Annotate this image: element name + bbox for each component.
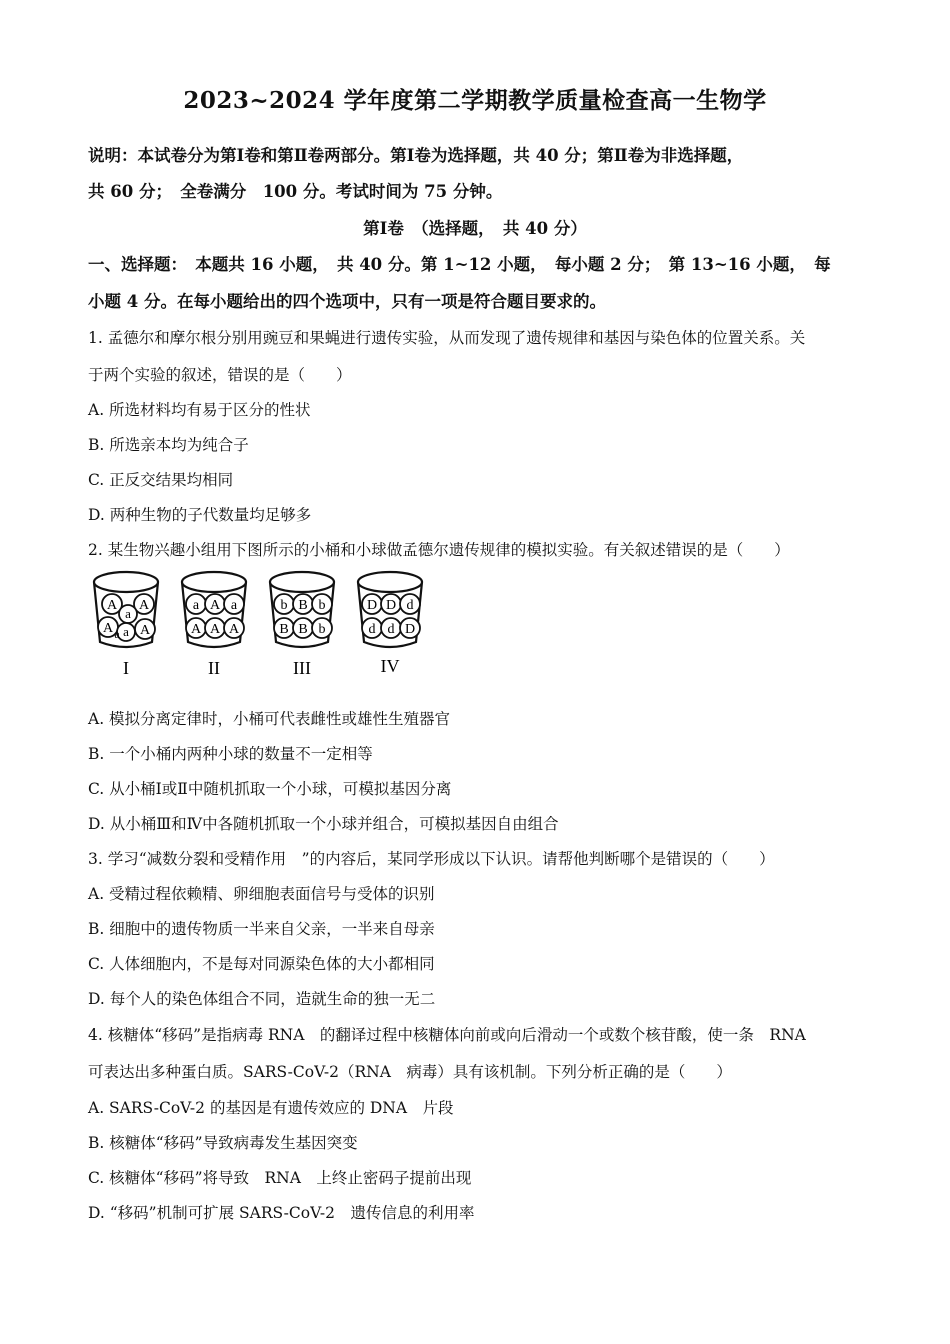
q3-option-c: C. 人体细胞内，不是每对同源染色体的大小都相同: [88, 955, 435, 973]
q1-stem-line-1: 1. 孟德尔和摩尔根分别用豌豆和果蝇进行遗传实验，从而发现了遗传规律和基因与染色体的位置关系。关: [88, 329, 806, 347]
bucket-1-label: I: [123, 658, 129, 678]
q2-stem: 2. 某生物兴趣小组用下图所示的小桶和小球做孟德尔遗传规律的模拟实验。有关叙述错误的是（ ）: [88, 541, 790, 559]
q1-option-b: B. 所选亲本均为纯合子: [88, 436, 249, 454]
ball-5: d: [387, 622, 395, 637]
bucket-3-label: III: [293, 658, 311, 678]
bucket-4: [358, 572, 422, 676]
ball-1: b: [280, 598, 288, 613]
ball-6: D: [404, 622, 416, 637]
ball-2: B: [298, 598, 308, 613]
q2-option-c: C. 从小桶Ⅰ或Ⅱ中随机抓取一个小球，可模拟基因分离: [88, 780, 452, 798]
ball-4: A: [190, 622, 202, 637]
ball-6: b: [318, 622, 326, 637]
bucket-1-balls: [98, 594, 155, 641]
q4-option-b: B. 核糖体“移码”导致病毒发生基因突变: [88, 1134, 358, 1152]
part-heading-line-1: 一、选择题： 本题共 16 小题， 共 40 分。第 1~12 小题， 每小题 2 分； 第 13~16 小题， 每: [88, 255, 831, 274]
q3-option-b: B. 细胞中的遗传物质一半来自父亲，一半来自母亲: [88, 920, 435, 938]
q4-option-c: C. 核糖体“移码”将导致 RNA 上终止密码子提前出现: [88, 1169, 472, 1187]
q4-option-a: A. SARS-CoV-2 的基因是有遗传效应的 DNA 片段: [88, 1099, 454, 1117]
ball-3: d: [406, 598, 414, 613]
ball-1: D: [366, 598, 378, 613]
part-heading-line-2: 小题 4 分。在每小题给出的四个选项中，只有一项是符合题目要求的。: [88, 292, 606, 311]
exam-title: 2023~2024 学年度第二学期教学质量检查高一生物学: [183, 87, 767, 114]
intro-line-2: 共 60 分； 全卷满分 100 分。考试时间为 75 分钟。: [88, 182, 503, 201]
q1-stem-line-2: 于两个实验的叙述，错误的是（ ）: [88, 366, 352, 384]
ball-5: A: [209, 622, 221, 637]
q2-option-d: D. 从小桶Ⅲ和Ⅳ中各随机抓取一个小球并组合，可模拟基因自由组合: [88, 815, 559, 833]
q1-option-c: C. 正反交结果均相同: [88, 471, 234, 489]
q3-stem: 3. 学习“减数分裂和受精作用 ”的内容后，某同学形成以下认识。请帮他判断哪个是错误的（ ）: [88, 850, 775, 868]
q2-option-a: A. 模拟分离定律时，小桶可代表雌性或雄性生殖器官: [88, 710, 451, 728]
intro-line-1: 说明：本试卷分为第Ⅰ卷和第Ⅱ卷两部分。第Ⅰ卷为选择题，共 40 分；第Ⅱ卷为非选择题，: [88, 146, 744, 165]
q4-stem-line-2: 可表达出多种蛋白质。SARS-CoV-2（RNA 病毒）具有该机制。下列分析正确的是（ ）: [88, 1063, 732, 1081]
ball-6: A: [228, 622, 240, 637]
bucket-2-label: II: [208, 658, 220, 678]
ball-1: A: [106, 598, 118, 613]
q3-option-d: D. 每个人的染色体组合不同，造就生命的独一无二: [88, 990, 436, 1008]
bucket-1: [94, 572, 158, 678]
ball-4: a: [125, 606, 131, 621]
bucket-3: [270, 572, 334, 678]
ball-3: b: [318, 598, 326, 613]
bucket-2: [182, 572, 246, 678]
ball-2: D: [385, 598, 397, 613]
ball-2: A: [138, 598, 150, 613]
section-title: 第Ⅰ卷 （选择题， 共 40 分）: [363, 219, 587, 238]
q4-stem-line-1: 4. 核糖体“移码”是指病毒 RNA 的翻译过程中核糖体向前或向后滑动一个或数个核苷酸，使一条 RNA: [88, 1026, 806, 1044]
ball-5: a: [123, 624, 129, 639]
q4-option-d: D. “移码”机制可扩展 SARS-CoV-2 遗传信息的利用率: [88, 1204, 475, 1222]
ball-7: A: [139, 623, 151, 638]
ball-4: B: [279, 622, 289, 637]
ball-5: B: [298, 622, 308, 637]
bucket-figure: [88, 568, 448, 684]
q3-option-a: A. 受精过程依赖精、卵细胞表面信号与受体的识别: [88, 885, 435, 903]
ball-3: a: [230, 598, 238, 613]
ball-4: d: [368, 622, 376, 637]
ball-1: a: [192, 598, 200, 613]
q1-option-d: D. 两种生物的子代数量均足够多: [88, 506, 312, 524]
ball-2: A: [209, 598, 221, 613]
bucket-4-label: IV: [380, 656, 400, 676]
ball-3: A: [102, 621, 114, 636]
q2-option-b: B. 一个小桶内两种小球的数量不一定相等: [88, 745, 373, 763]
ball-6: a: [114, 627, 120, 641]
q1-option-a: A. 所选材料均有易于区分的性状: [88, 401, 311, 419]
